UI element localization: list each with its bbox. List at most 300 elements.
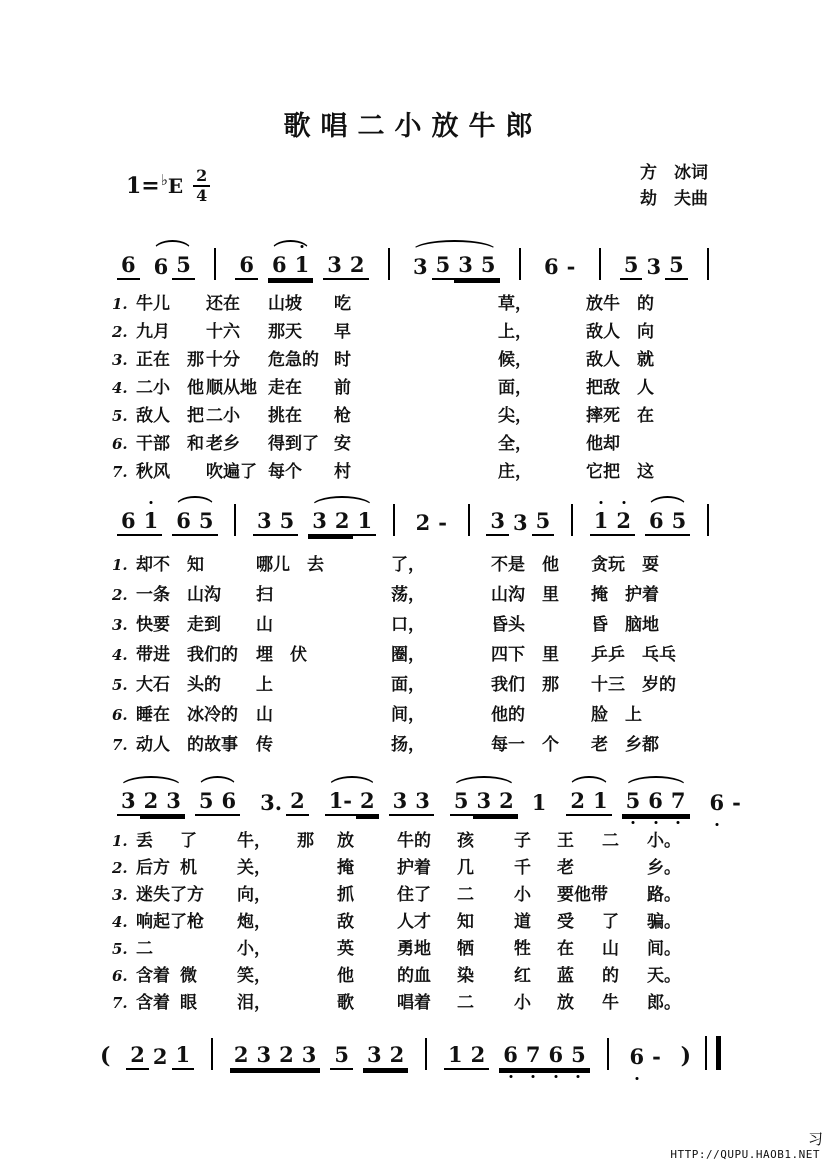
note: - [652, 1044, 661, 1069]
lyric-cell: 老乡 [206, 434, 240, 454]
note: 6 [706, 790, 729, 816]
measure [112, 788, 245, 816]
lyric-cell: 荡， [391, 585, 425, 605]
lyric-cell: 小， [237, 939, 271, 959]
note: 3. [260, 790, 283, 815]
lyric-cell: 摔死 在 [586, 406, 654, 426]
note: 5 [432, 252, 455, 280]
note: 1 [353, 508, 376, 536]
lyric-cell: 响起了枪 [136, 912, 204, 932]
lyric-cell: 大石 头的 [136, 675, 221, 695]
note: 5 [330, 1042, 353, 1070]
lyric-verse [112, 640, 712, 670]
note: 5 [622, 788, 645, 816]
note: 5 [172, 252, 195, 280]
credits [640, 160, 708, 212]
verse-number: 1. [112, 295, 128, 313]
verse-number: 7. [112, 994, 128, 1012]
lyric-verse [112, 402, 712, 430]
note-group [126, 1042, 194, 1070]
lyric-cells [136, 290, 712, 318]
note: 5 [665, 252, 688, 280]
lyric-cell [180, 936, 237, 963]
lyric-verse [112, 580, 712, 610]
lyric-cell: 扫 [256, 585, 273, 605]
note: 1 [291, 252, 314, 280]
lyric-cell: 骗。 [647, 912, 681, 932]
lyric-cells [136, 936, 712, 963]
barline [571, 504, 573, 536]
note: - [438, 510, 447, 535]
verse-number: 1. [112, 556, 128, 574]
lyric-cells [136, 318, 712, 346]
lyric-cell: 全， [498, 434, 532, 454]
lyric-cell: 脸 上 [591, 705, 642, 725]
lyric-cell: 牛 [602, 993, 619, 1013]
lyric-cell: 泪， [237, 993, 271, 1013]
lyric-cells [136, 346, 712, 374]
lyric-verse [112, 458, 712, 486]
lyric-cell: 每个 [268, 462, 302, 482]
open-paren: ( [100, 1043, 111, 1069]
verse-number: 2. [112, 859, 128, 877]
lyric-cell: 敌人 就 [586, 350, 654, 370]
barline [468, 504, 470, 536]
slur-group [195, 788, 240, 816]
final-double-barline [705, 1036, 721, 1070]
lyric-cell: 枪 [334, 406, 351, 426]
lyric-cell: 面， [498, 378, 532, 398]
lyric-cell: 受 [557, 912, 574, 932]
verse-number: 3. [112, 351, 128, 369]
lyrics-section-1 [112, 290, 712, 486]
note: 2 [286, 788, 309, 816]
lyric-cell [602, 855, 647, 882]
lyric-cell: 早 [334, 322, 351, 342]
meter-denominator: 4 [196, 186, 208, 205]
lyric-cell: 九月 [136, 322, 170, 342]
corner-watermark-char: 习 [807, 1130, 823, 1148]
lyric-cell: 每一 个 [491, 735, 559, 755]
lyric-cell: 却不 知 [136, 555, 204, 575]
note: 6 [117, 252, 140, 280]
lyric-cell: 一条 山沟 [136, 585, 221, 605]
lyric-verse [112, 909, 712, 936]
lyric-cell: 微 [180, 966, 197, 986]
lyric-verse [112, 430, 712, 458]
score-line-2 [112, 488, 712, 536]
verse-number: 7. [112, 463, 128, 481]
lyric-cell: 放牛 的 [586, 294, 654, 314]
note: 2 [467, 1042, 490, 1070]
measure [112, 252, 200, 280]
lyric-cell: 顺从地 [206, 378, 257, 398]
slur-group [622, 788, 690, 816]
lyric-cell: 掩 护着 [591, 585, 659, 605]
lyric-cell: 走在 [268, 378, 302, 398]
lyric-cell: 昏 脑地 [591, 615, 659, 635]
lyric-verse [112, 963, 712, 990]
note-group [540, 254, 579, 280]
note: 5 [477, 252, 500, 280]
lyric-verse [112, 610, 712, 640]
note: 2 [386, 1042, 409, 1070]
lyric-cell: 尖， [498, 406, 532, 426]
note: 3 [363, 1042, 386, 1070]
lyric-cell: 十三 岁的 [591, 675, 676, 695]
lyric-cell: 抓 [337, 885, 354, 905]
lyric-cell: 山沟 里 [491, 585, 559, 605]
lyric-cell: 关， [237, 858, 271, 878]
measure [561, 788, 694, 816]
note: 5 [195, 508, 218, 536]
lyric-cell: 小 [514, 993, 531, 1013]
lyric-cell: 还在 [206, 294, 240, 314]
lyric-cells [136, 430, 712, 458]
lyric-cell: 埋 伏 [256, 645, 307, 665]
lyric-cell: 小。 [647, 831, 681, 851]
lyric-cell: 秋风 [136, 462, 170, 482]
lyric-cell: 挑在 [268, 406, 302, 426]
lyric-verse [112, 855, 712, 882]
verse-number: 5. [112, 407, 128, 425]
note: 5 [567, 1042, 590, 1070]
note-group [230, 1042, 321, 1070]
composer-credit: 劫 夫曲 [640, 189, 708, 209]
barline [234, 504, 236, 536]
lyric-cells [136, 963, 712, 990]
verse-number: 6. [112, 967, 128, 985]
note-group [363, 1042, 408, 1070]
measure [620, 1044, 669, 1070]
note-group [620, 252, 688, 280]
lyric-cell: 放 [557, 993, 574, 1013]
lyric-cell: 牛儿 [136, 294, 170, 314]
note: 2 [230, 1042, 253, 1070]
lyric-cells [136, 458, 712, 486]
lyric-cell: 间。 [647, 939, 681, 959]
lyric-cell: 山 [602, 939, 619, 959]
note: 3 [117, 788, 140, 816]
slur-group [117, 788, 185, 816]
lyric-cell: 时 [334, 350, 351, 370]
note: 2 [140, 788, 163, 816]
lyric-cell: 掩 [337, 858, 354, 878]
lyric-cell: 了 [602, 912, 619, 932]
note: 3 [411, 788, 434, 816]
note: 6 [218, 788, 241, 816]
lyric-cell: 机 [180, 858, 197, 878]
measure [481, 508, 559, 536]
note-group [323, 252, 368, 280]
note: 7 [667, 788, 690, 816]
lyric-cell: 英 [337, 939, 354, 959]
lyric-cell: 他的 [491, 705, 525, 725]
lyricist-credit: 方 冰词 [640, 163, 708, 183]
measure [701, 790, 750, 816]
lyric-cell: 危急的 [268, 350, 319, 370]
lyric-cell: 他却 [586, 434, 620, 454]
lyric-cell: 不是 他 [491, 555, 559, 575]
note: 3 [253, 508, 276, 536]
lyric-cell: 天。 [647, 966, 681, 986]
lyric-cell: 笑， [237, 966, 271, 986]
note-group [117, 252, 140, 280]
lyric-cell: 住了 [397, 885, 431, 905]
lyric-cell: 我们 那 [491, 675, 559, 695]
lyric-cell: 护着 [397, 858, 431, 878]
lyric-cell: 炮， [237, 912, 271, 932]
note: 1- [325, 788, 356, 816]
note: 6 [153, 254, 169, 279]
note: 2 [612, 508, 635, 536]
lyric-cell: 王 [557, 831, 574, 851]
lyric-cell: 二 [602, 831, 619, 851]
note: 2 [126, 1042, 149, 1070]
verse-number: 4. [112, 379, 128, 397]
note: 6 [268, 252, 291, 280]
measure [112, 508, 223, 536]
measure [225, 1042, 413, 1070]
note: 3 [323, 252, 346, 280]
measure [320, 788, 439, 816]
lyric-cell: 二 [457, 993, 474, 1013]
lyric-verse [112, 346, 712, 374]
note: 1 [589, 788, 612, 816]
note: 6 [172, 508, 195, 536]
note: 1 [444, 1042, 467, 1070]
lyric-cell [297, 882, 337, 909]
verse-number: 1. [112, 832, 128, 850]
note: 6 [625, 1044, 648, 1070]
lyric-cell: 二 [136, 939, 153, 959]
measure [248, 508, 381, 536]
key-do: 1= [126, 173, 160, 199]
lyric-cell: 放 [337, 831, 354, 851]
lyric-verse [112, 828, 712, 855]
note: 5 [620, 252, 643, 280]
lyric-cell: 乡。 [647, 858, 681, 878]
note: 3 [473, 788, 496, 816]
lyric-cell: 郎。 [647, 993, 681, 1013]
note: 2 [331, 508, 354, 536]
lyric-cell: 老 乡都 [591, 735, 659, 755]
note: - [732, 790, 741, 815]
barline [519, 248, 521, 280]
note-group [412, 510, 451, 536]
note: 3 [454, 252, 477, 280]
lyric-cell: 候， [498, 350, 532, 370]
lyric-cells [136, 855, 712, 882]
note-group [499, 1042, 590, 1070]
lyric-cell: 牲 [514, 939, 531, 959]
flat-sign: ♭ [160, 171, 168, 189]
lyric-cells [136, 610, 712, 640]
lyric-verse [112, 374, 712, 402]
note: 2 [275, 1042, 298, 1070]
measure [251, 788, 314, 816]
note: 2 [495, 788, 518, 816]
note-group [625, 1044, 664, 1070]
note: 3 [513, 510, 528, 535]
slur-group [150, 252, 195, 280]
barline [211, 1038, 213, 1070]
lyric-cell: 把敌 人 [586, 378, 654, 398]
note: - [566, 254, 576, 279]
barline [707, 248, 709, 280]
score-line-3 [112, 768, 741, 816]
lyric-cell: 乒乒 乓乓 [591, 645, 676, 665]
lyric-cell: 得到了 [268, 434, 319, 454]
measure [439, 1042, 595, 1070]
lyric-cell: 山 [256, 615, 273, 635]
lyric-cell: 要他带 [557, 885, 608, 905]
lyric-cell: 他 [337, 966, 354, 986]
note: 1 [590, 508, 613, 536]
lyrics-section-3 [112, 828, 712, 1017]
note: 7 [522, 1042, 545, 1070]
note: 5 [668, 508, 691, 536]
lyric-cell: 丢 [136, 831, 153, 851]
barline [388, 248, 390, 280]
lyric-cell: 庄， [498, 462, 532, 482]
lyric-cell: 牺 [457, 939, 474, 959]
lyric-cell: 圈， [391, 645, 425, 665]
note: 6 [117, 508, 140, 536]
lyric-cell: 孩 [457, 831, 474, 851]
lyric-cell: 染 [457, 966, 474, 986]
note: 5 [532, 508, 555, 536]
verse-number: 5. [112, 676, 128, 694]
watermark-url: HTTP://QUPU.HAOB1.NET [670, 1148, 820, 1161]
lyric-verse [112, 700, 712, 730]
slur-group [268, 252, 313, 280]
note: 6 [645, 508, 668, 536]
lyric-cells [136, 730, 712, 760]
lyric-cell: 贪玩 耍 [591, 555, 659, 575]
lyric-cell: 睡在 冰冷的 [136, 705, 238, 725]
note: 1 [140, 508, 163, 536]
lyric-cell: 上， [498, 322, 532, 342]
lyric-cells [136, 640, 712, 670]
verse-number: 6. [112, 435, 128, 453]
lyric-cell [297, 855, 337, 882]
lyric-cell: 蓝 [557, 966, 574, 986]
lyric-verse [112, 318, 712, 346]
lyric-cell: 勇地 [397, 939, 431, 959]
lyric-cell: 道 [514, 912, 531, 932]
lyric-cell [297, 963, 337, 990]
meter-numerator: 2 [193, 168, 210, 187]
measure [445, 788, 556, 816]
lyric-cell: 带进 我们的 [136, 645, 238, 665]
lyric-cell: 那 [297, 831, 314, 851]
measure [121, 1042, 199, 1070]
verse-number: 3. [112, 616, 128, 634]
lyric-cell: 老 [557, 858, 574, 878]
measure [404, 252, 505, 280]
slur-group [325, 788, 379, 816]
lyric-cell: 间， [391, 705, 425, 725]
lyric-cell: 哪儿 去 [256, 555, 324, 575]
note-group [235, 252, 258, 280]
lyric-cell: 吹遍了 [206, 462, 257, 482]
lyric-cell: 子 [514, 831, 531, 851]
lyric-cell: 山坡 [268, 294, 302, 314]
lyric-verse [112, 670, 712, 700]
key-letter: E [167, 174, 184, 198]
note-group [590, 508, 635, 536]
note: 6 [499, 1042, 522, 1070]
lyric-cell: 千 [514, 858, 531, 878]
slur-group [409, 252, 500, 280]
lyric-verse [112, 936, 712, 963]
time-signature [193, 168, 210, 204]
lyric-cell: 红 [514, 966, 531, 986]
lyric-cell: 向， [237, 885, 271, 905]
lyric-cell [602, 882, 647, 909]
lyric-cell: 的血 [397, 966, 431, 986]
measure [535, 254, 584, 280]
key-signature [126, 168, 210, 204]
lyric-cells [136, 374, 712, 402]
lyric-cell: 前 [334, 378, 351, 398]
note: 2 [346, 252, 369, 280]
lyric-cell: 草， [498, 294, 532, 314]
lyric-cell: 敌人 向 [586, 322, 654, 342]
lyric-cell: 十分 [206, 350, 240, 370]
slur-group [308, 508, 376, 536]
lyric-cell: 山 [256, 705, 273, 725]
note: 3 [308, 508, 331, 536]
lyric-cells [136, 550, 712, 580]
note: 2 [356, 788, 379, 816]
lyric-verse [112, 730, 712, 760]
note: 1 [531, 790, 547, 815]
slur-group [566, 788, 611, 816]
note: 5 [195, 788, 218, 816]
verse-number: 4. [112, 913, 128, 931]
measure [407, 510, 456, 536]
lyric-cell: 扬， [391, 735, 425, 755]
lyric-cell: 唱着 [397, 993, 431, 1013]
measure [230, 252, 373, 280]
lyric-cells [136, 990, 712, 1017]
lyric-cell: 昏头 [491, 615, 525, 635]
note: 2 [566, 788, 589, 816]
note-group [389, 788, 434, 816]
lyric-verse [112, 882, 712, 909]
lyric-cell: 四下 里 [491, 645, 559, 665]
lyric-cell: 牛的 [397, 831, 431, 851]
lyric-cells [136, 580, 712, 610]
note-group [253, 508, 298, 536]
lyric-cell: 含着 [136, 966, 170, 986]
barline [707, 504, 709, 536]
lyric-cell: 口， [391, 615, 425, 635]
note: 1 [172, 1042, 195, 1070]
barline [607, 1038, 609, 1070]
barline [393, 504, 395, 536]
lyric-cell [180, 882, 237, 909]
lyric-cell: 小 [514, 885, 531, 905]
lyric-cell: 后方 [136, 858, 170, 878]
verse-number: 5. [112, 940, 128, 958]
lyric-cell: 牛， [237, 831, 271, 851]
lyric-cells [136, 828, 712, 855]
note: 6 [544, 254, 559, 279]
lyric-cell: 正在 那 [136, 350, 204, 370]
